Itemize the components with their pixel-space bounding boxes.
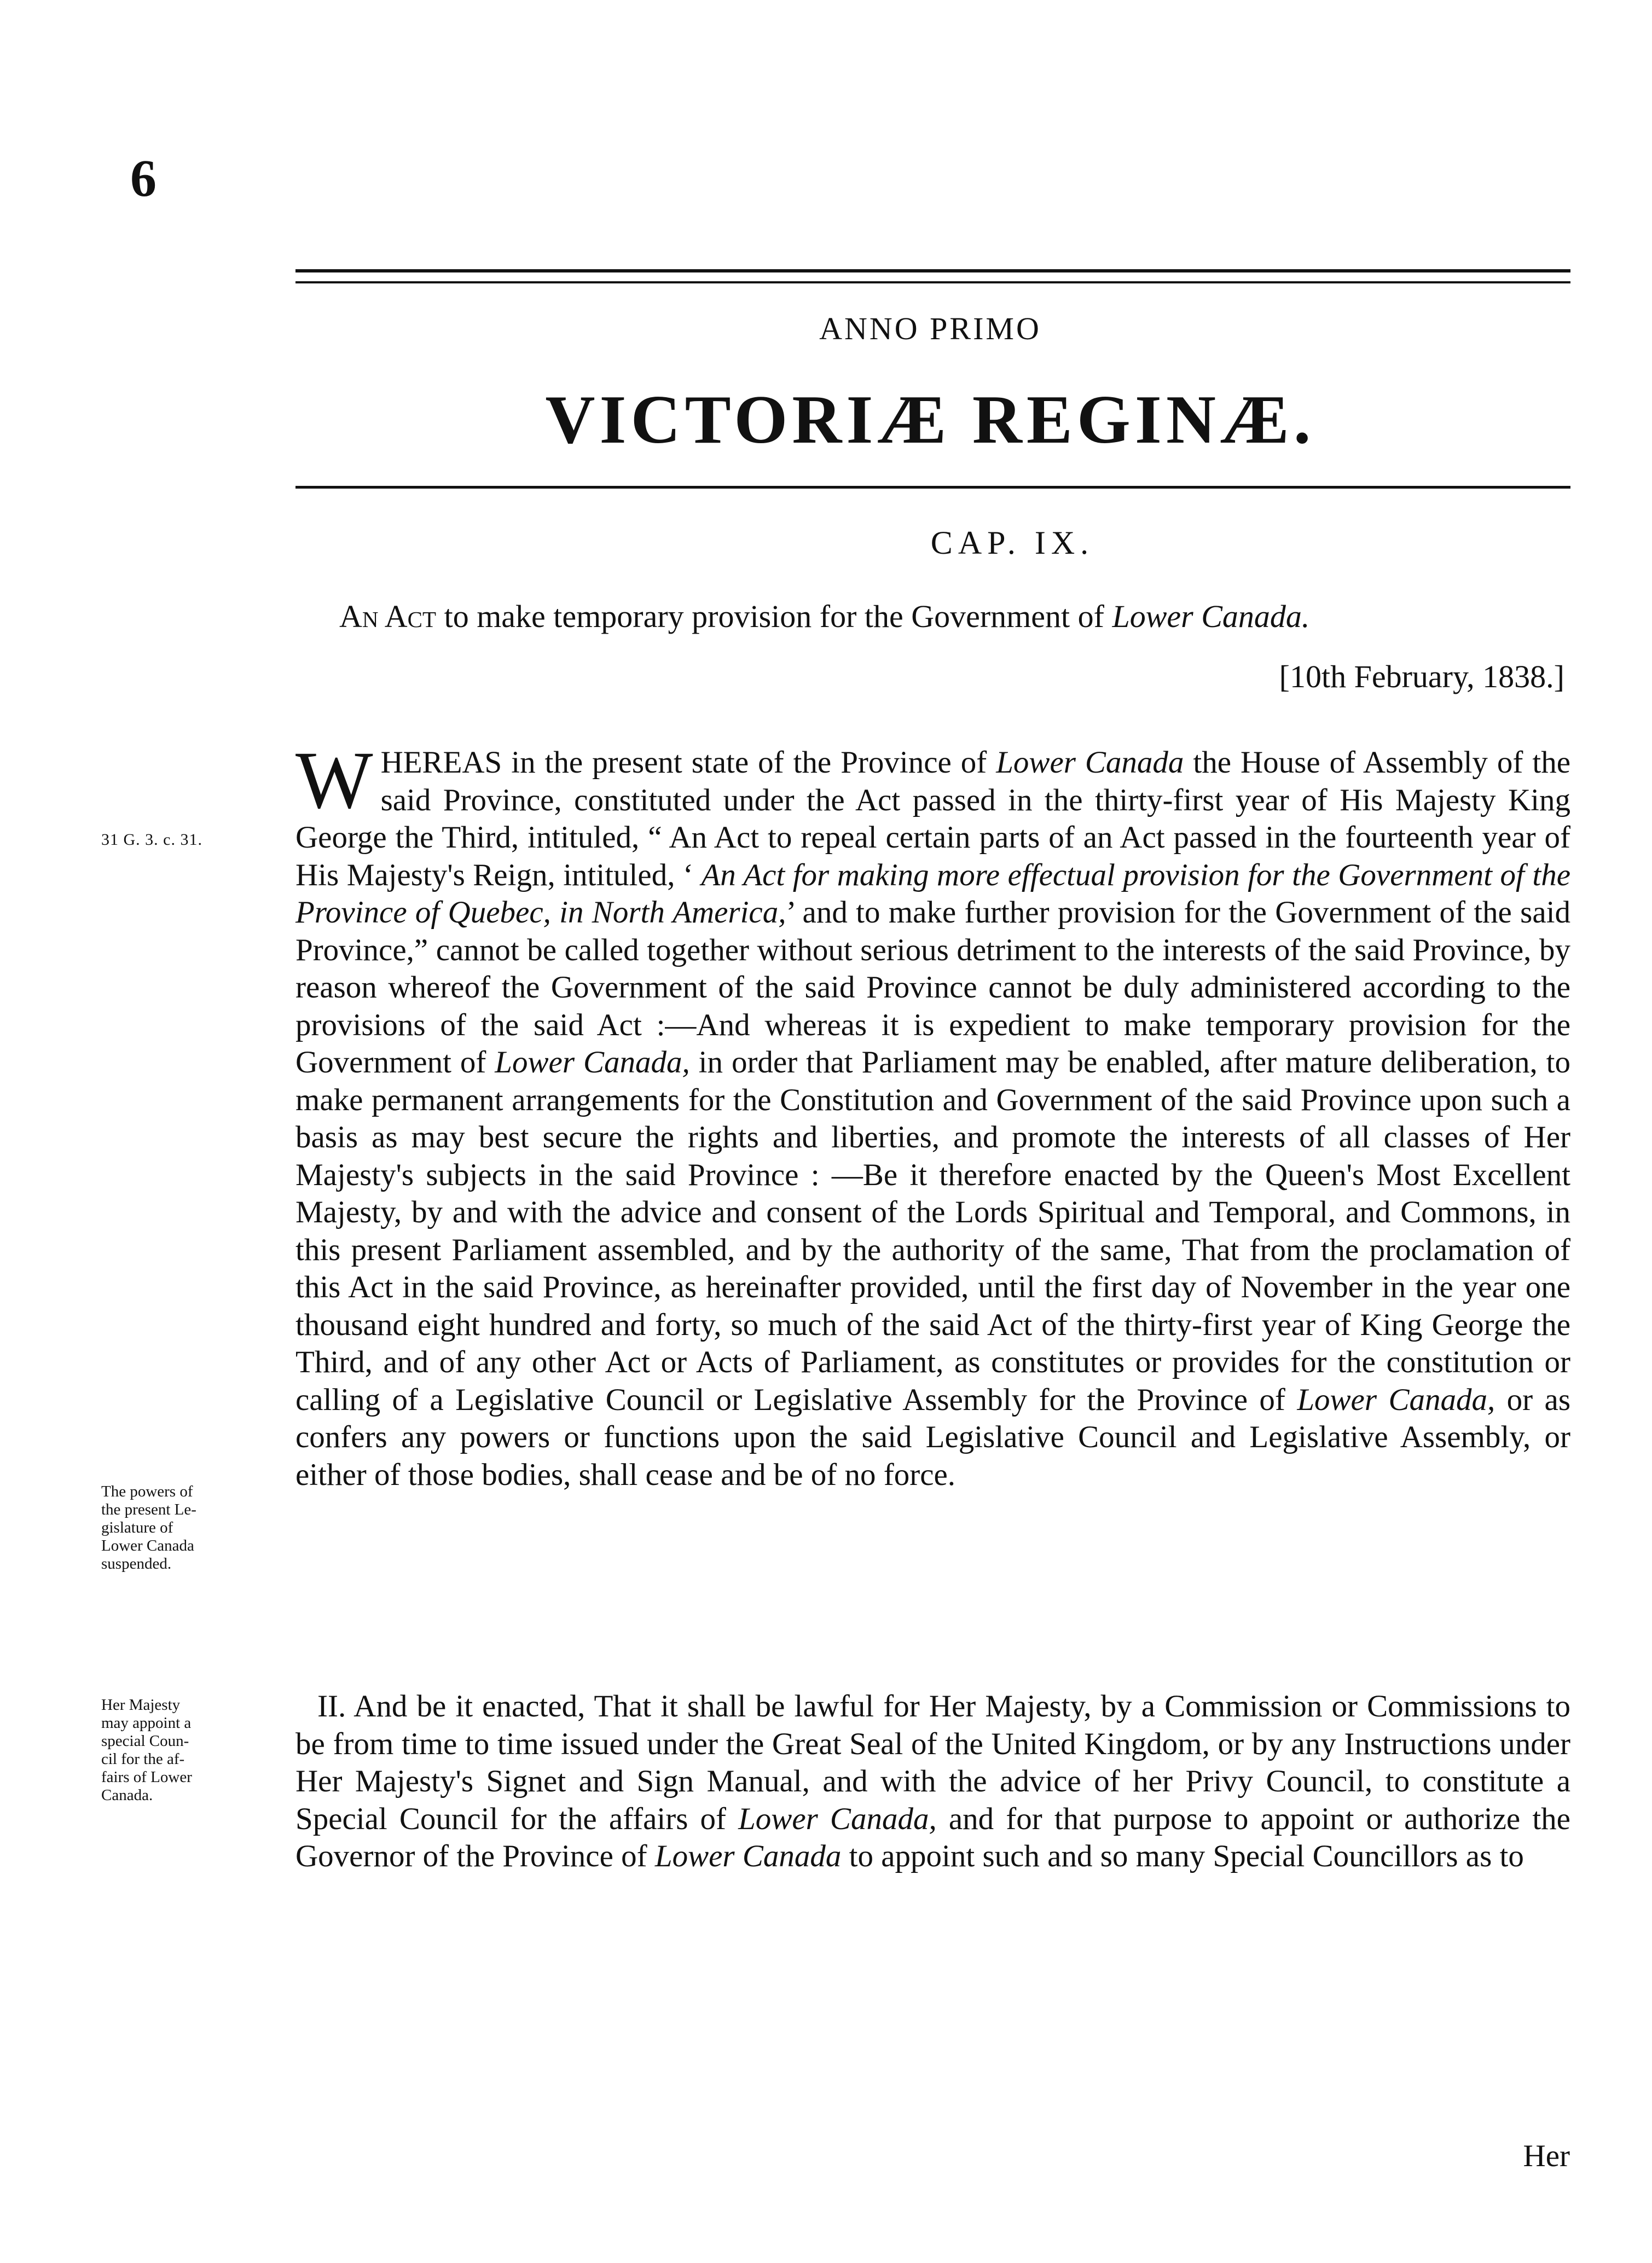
margin-note-line: fairs of Lower xyxy=(101,1768,192,1786)
victoriae-reginae-heading: VICTORIÆ REGINÆ. xyxy=(545,382,1315,458)
act-date: [10th February, 1838.] xyxy=(1279,659,1564,694)
chapter-heading: CAP. IX. xyxy=(930,525,1094,561)
paragraph-italic: Lower Canada, xyxy=(738,1801,937,1836)
header-rule xyxy=(295,486,1570,489)
paragraph-text: II. And be it enacted, That it shall be lawful for Her Majesty, by a Commission or Commissions to be from time to time issued under the Great Seal of the United Kingdom, or by any Instructions under Her Majesty's Signet and Sign Manual, and with the advice of her Privy Council, to constitute a Special Council for the affairs of xyxy=(295,1689,1570,1836)
paragraph-text: to appoint such and so many Special Councillors as to xyxy=(841,1839,1524,1873)
page-number: 6 xyxy=(130,149,156,207)
margin-note-line: the present Le- xyxy=(101,1501,196,1518)
paragraph-text: and for that purpose to appoint or authorize the Governor of the Province of xyxy=(295,1801,1570,1873)
paragraph-text: or as confers any powers or functions upon the said Legislative Council and Legislative Assembly, or either of those bodies, shall cease and be of no force. xyxy=(295,1382,1571,1492)
margin-note-line: Her Majesty xyxy=(101,1696,181,1714)
margin-note-majesty xyxy=(101,1696,265,1804)
section-two-paragraph xyxy=(295,1688,1570,1876)
paragraph-text: HEREAS in the present state of the Province of xyxy=(380,745,996,780)
margin-note-powers xyxy=(101,1483,265,1573)
paragraph-text: in order that Parliament may be enabled, after mature deliberation, to make permanent arrangements for the Constitution and Government of the said Province upon such a basis as may best secure the rights and liberties, and promote the interests of all classes of Her Majesty's subjects in the said Province : —Be it therefore enacted by the Queen's Most Excellent Majesty, by and with the advice and consent of the Lords Spiritual and Temporal, and Commons, in this present Parliament assembled, and by the authority of the same, That from the proclamation of this Act in the said Province, as hereinafter provided, until the first day of November in the year one thousand eight hundred and forty, so much of the said Act of the thirty-first year of King George the Third, and of any other Act or Acts of Parliament, as constitutes or provides for the constitution or calling of a Legislative Council or Legislative Assembly for the Province of xyxy=(295,1045,1570,1417)
paragraph-italic: An Act for making more effectual provision for the Government of the Province of Quebec, in North America, xyxy=(295,857,1570,930)
act-title-text: to make temporary provision for the Government of xyxy=(436,599,1112,634)
paragraph-italic: Lower Canada xyxy=(996,745,1184,780)
margin-note-citation: 31 G. 3. c. 31. xyxy=(101,831,202,849)
drop-cap: W xyxy=(295,735,373,826)
preamble-paragraph xyxy=(295,735,1571,1494)
margin-note-line: gislature of xyxy=(101,1519,173,1536)
act-title-prefix: An Act xyxy=(339,599,437,634)
paragraph-text: ’ and to make further provision for the Government of the said Province,” cannot be called together without serious detriment to the interests of the said Province, by reason whereof the Government of the said Province cannot be duly administered according to the provisions of the said Act :—And whereas it is expedient to make temporary provision for the Government of xyxy=(295,895,1570,1080)
margin-note-line: The powers of xyxy=(101,1483,193,1500)
paragraph-italic: Lower Canada, xyxy=(495,1045,690,1080)
margin-note-line: Canada. xyxy=(101,1786,153,1804)
act-title-place: Lower Canada. xyxy=(1112,599,1310,634)
header-rule-double xyxy=(295,269,1570,283)
paragraph-italic: Lower Canada xyxy=(654,1839,842,1873)
margin-note-line: cil for the af- xyxy=(101,1750,185,1768)
act-title xyxy=(339,601,1309,633)
margin-note-line: special Coun- xyxy=(101,1732,189,1750)
paragraph-italic: Lower Canada, xyxy=(1297,1382,1496,1417)
margin-note-line: suspended. xyxy=(101,1555,172,1573)
margin-note-line: may appoint a xyxy=(101,1714,192,1732)
margin-note-line: Lower Canada xyxy=(101,1537,194,1554)
catchword: Her xyxy=(1523,2139,1570,2173)
anno-primo-heading: ANNO PRIMO xyxy=(819,311,1041,346)
paragraph-text: the House of Assembly of the said Province, constituted under the Act passed in the thirty-first year of His Majesty King George the Third, intituled, “ An Act to repeal certain parts of an Act passed in the fourteenth year of His Majesty's Reign, intituled, ‘ xyxy=(295,745,1570,892)
